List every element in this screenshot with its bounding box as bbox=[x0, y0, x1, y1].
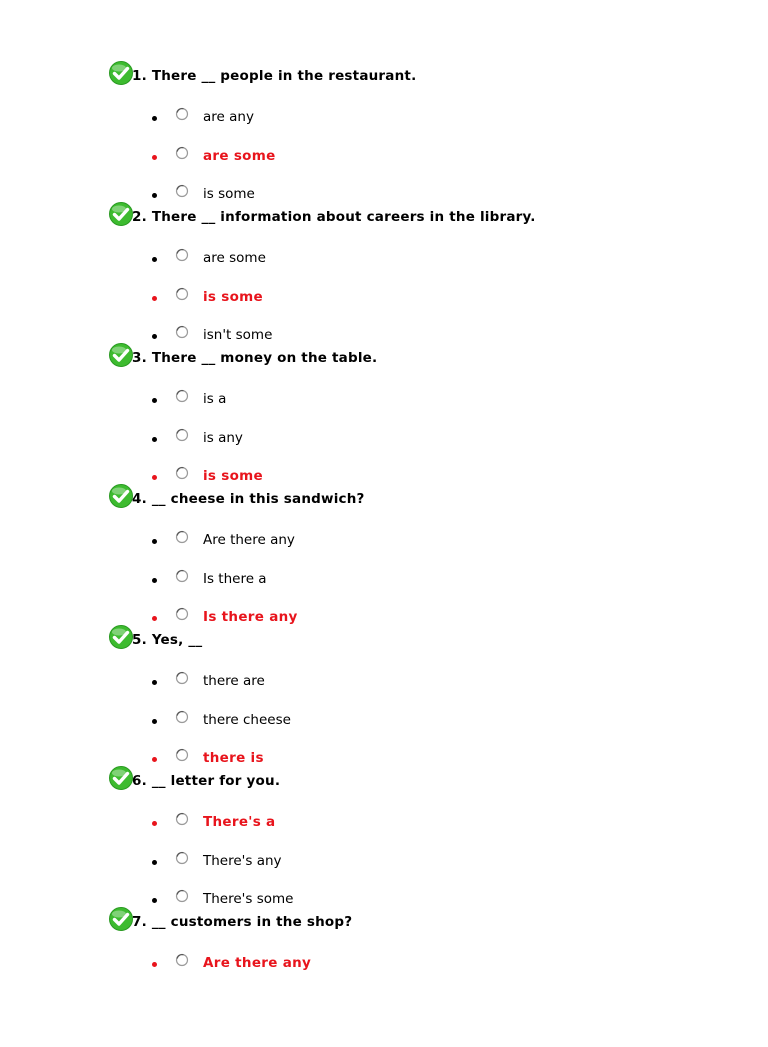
answer-option[interactable] bbox=[0, 529, 768, 553]
radio-button-icon[interactable] bbox=[174, 747, 190, 763]
radio-button-icon[interactable] bbox=[174, 606, 190, 622]
answer-label: are any bbox=[203, 109, 254, 125]
question-3 bbox=[0, 342, 768, 483]
bullet-icon bbox=[152, 578, 157, 583]
radio-button-icon[interactable] bbox=[174, 247, 190, 263]
check-icon bbox=[108, 906, 134, 932]
answer-label: There's any bbox=[203, 853, 282, 869]
answer-label: there cheese bbox=[203, 712, 291, 728]
bullet-icon bbox=[152, 616, 157, 621]
question-text: 1. There __ people in the restaurant. bbox=[132, 68, 417, 84]
answer-option[interactable] bbox=[0, 568, 768, 592]
bullet-icon bbox=[152, 475, 157, 480]
question-text: 4. __ cheese in this sandwich? bbox=[132, 491, 365, 507]
question-header bbox=[108, 60, 748, 90]
answer-option-correct[interactable] bbox=[0, 811, 768, 835]
bullet-icon bbox=[152, 719, 157, 724]
question-text: 2. There __ information about careers in the library. bbox=[132, 209, 536, 225]
bullet-icon bbox=[152, 821, 157, 826]
bullet-icon bbox=[152, 757, 157, 762]
check-icon bbox=[108, 201, 134, 227]
radio-button-icon[interactable] bbox=[174, 183, 190, 199]
bullet-icon bbox=[152, 898, 157, 903]
question-header bbox=[108, 342, 748, 372]
radio-button-icon[interactable] bbox=[174, 811, 190, 827]
answer-label: is some bbox=[203, 289, 263, 305]
bullet-icon bbox=[152, 296, 157, 301]
question-text: 3. There __ money on the table. bbox=[132, 350, 378, 366]
answer-label: isn't some bbox=[203, 327, 273, 343]
check-icon bbox=[108, 483, 134, 509]
answer-label: Is there a bbox=[203, 571, 267, 587]
question-6 bbox=[0, 765, 768, 906]
radio-button-icon[interactable] bbox=[174, 529, 190, 545]
radio-button-icon[interactable] bbox=[174, 388, 190, 404]
answer-label: Are there any bbox=[203, 955, 312, 971]
bullet-icon bbox=[152, 257, 157, 262]
answer-label: There's a bbox=[203, 814, 276, 830]
bullet-icon bbox=[152, 155, 157, 160]
radio-button-icon[interactable] bbox=[174, 324, 190, 340]
radio-button-icon[interactable] bbox=[174, 427, 190, 443]
question-7 bbox=[0, 906, 768, 1047]
radio-button-icon[interactable] bbox=[174, 465, 190, 481]
answer-option[interactable] bbox=[0, 850, 768, 874]
radio-button-icon[interactable] bbox=[174, 670, 190, 686]
question-5 bbox=[0, 624, 768, 765]
radio-button-icon[interactable] bbox=[174, 952, 190, 968]
answer-option-correct[interactable] bbox=[0, 952, 768, 976]
bullet-icon bbox=[152, 437, 157, 442]
answer-label: there are bbox=[203, 673, 265, 689]
answer-label: there is bbox=[203, 750, 264, 766]
radio-button-icon[interactable] bbox=[174, 850, 190, 866]
radio-button-icon[interactable] bbox=[174, 568, 190, 584]
question-text: 7. __ customers in the shop? bbox=[132, 914, 353, 930]
radio-button-icon[interactable] bbox=[174, 709, 190, 725]
answer-option[interactable] bbox=[0, 247, 768, 271]
answer-option[interactable] bbox=[0, 388, 768, 412]
answer-option-correct[interactable] bbox=[0, 286, 768, 310]
answer-label: Is there any bbox=[203, 609, 298, 625]
question-header bbox=[108, 483, 748, 513]
bullet-icon bbox=[152, 193, 157, 198]
question-header bbox=[108, 765, 748, 795]
question-text: 5. Yes, __ bbox=[132, 632, 203, 648]
bullet-icon bbox=[152, 539, 157, 544]
radio-button-icon[interactable] bbox=[174, 145, 190, 161]
bullet-icon bbox=[152, 680, 157, 685]
check-icon bbox=[108, 342, 134, 368]
answer-option[interactable] bbox=[0, 106, 768, 130]
answer-label: is a bbox=[203, 391, 227, 407]
bullet-icon bbox=[152, 334, 157, 339]
answer-label: is some bbox=[203, 186, 255, 202]
bullet-icon bbox=[152, 860, 157, 865]
answer-option[interactable] bbox=[0, 670, 768, 694]
answer-label: are some bbox=[203, 250, 266, 266]
answer-label: are some bbox=[203, 148, 276, 164]
bullet-icon bbox=[152, 962, 157, 967]
radio-button-icon[interactable] bbox=[174, 106, 190, 122]
question-header bbox=[108, 906, 748, 936]
answer-option[interactable] bbox=[0, 709, 768, 733]
question-header bbox=[108, 201, 748, 231]
bullet-icon bbox=[152, 116, 157, 121]
radio-button-icon[interactable] bbox=[174, 888, 190, 904]
answer-option-correct[interactable] bbox=[0, 145, 768, 169]
question-header bbox=[108, 624, 748, 654]
check-icon bbox=[108, 765, 134, 791]
question-4 bbox=[0, 483, 768, 624]
check-icon bbox=[108, 60, 134, 86]
answer-label: is any bbox=[203, 430, 243, 446]
answer-option[interactable] bbox=[0, 427, 768, 451]
bullet-icon bbox=[152, 398, 157, 403]
question-2 bbox=[0, 201, 768, 342]
answer-label: is some bbox=[203, 468, 263, 484]
answer-label: Are there any bbox=[203, 532, 295, 548]
answer-label: There's some bbox=[203, 891, 294, 907]
question-1 bbox=[0, 60, 768, 201]
question-text: 6. __ letter for you. bbox=[132, 773, 281, 789]
radio-button-icon[interactable] bbox=[174, 286, 190, 302]
check-icon bbox=[108, 624, 134, 650]
